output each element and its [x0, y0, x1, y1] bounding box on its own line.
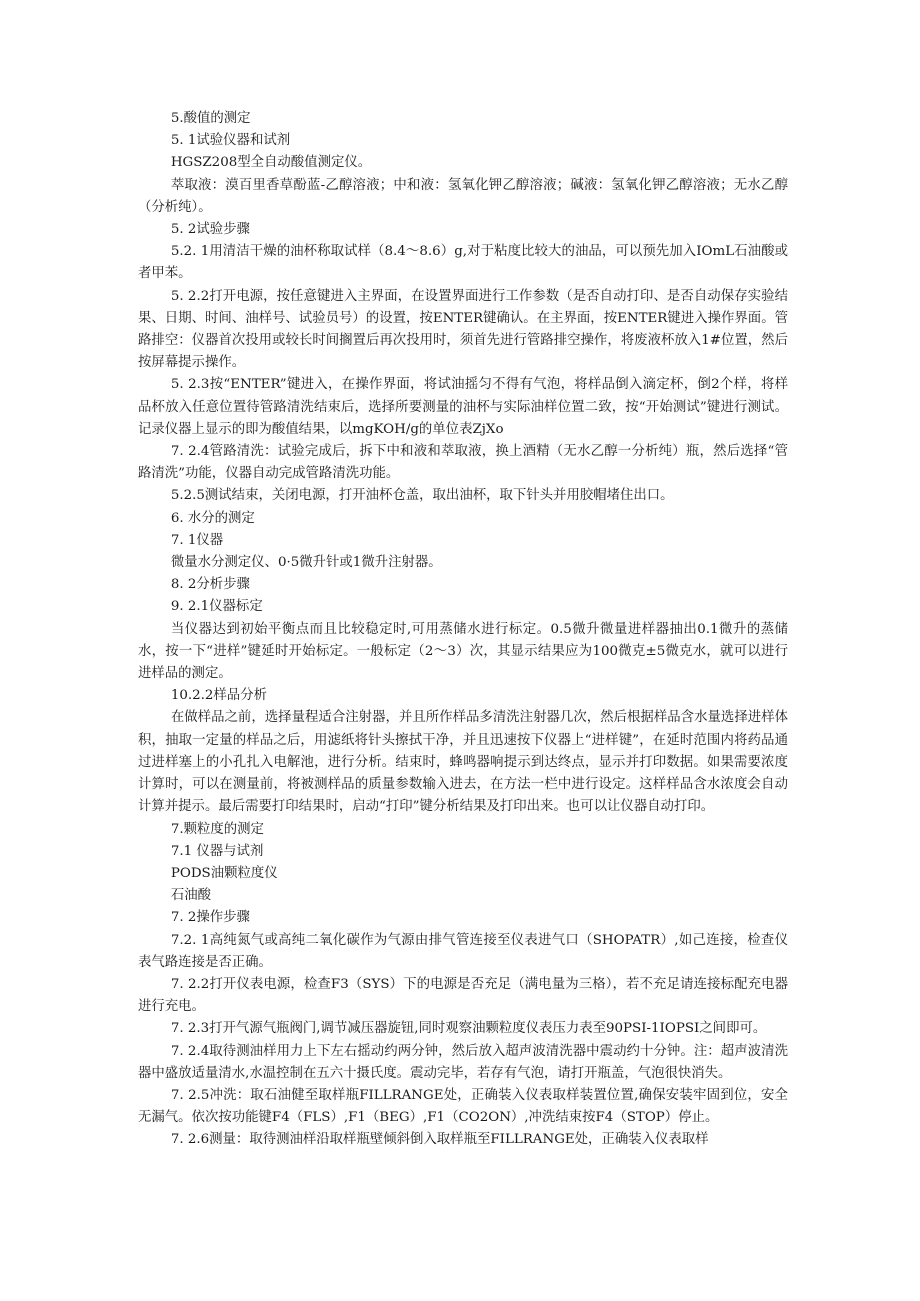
step-pipe-cleaning: 7. 2.4管路清洗：试验完成后，拆下中和液和萃取液，换上酒精（无水乙醇一分析纯）瓶，然后选择“管路清洗”功能，仪器自动完成管路清洗功能。: [138, 444, 788, 482]
step-open-valve: 7. 2.3打开气源气瓶阀门,调节减压器旋钮,同时观察油颗粒度仪表压力表至90PSI-1IOPSI之间即可。: [170, 1021, 767, 1037]
heading-acid-value: 5.酸值的测定: [170, 111, 251, 126]
subheading-instrument: 7. 1仪器: [170, 532, 224, 548]
step-check-power: 7. 2.2打开仪表电源，检查F3（SYS）下的电源是否充足（满电量为三格），若不充足请连接标配充电器进行充电。: [138, 976, 788, 1015]
subheading-calibration: 9. 2.1仪器标定: [170, 599, 263, 615]
step-weigh-sample: 5.2. 1用清洁干燥的油杯称取试样（8.4～8.6）g,对于粘度比较大的油品，可以预先加入IOmL石油酸或者甲苯。: [138, 244, 788, 282]
subheading-instruments-reagents: 5. 1试验仪器和试剂: [170, 133, 291, 149]
text-moisture-instrument: 微量水分测定仪、0·5微升针或1微升注射器。: [170, 555, 442, 571]
subheading-test-steps: 5. 2试验步骤: [170, 222, 250, 238]
step-flush: 7. 2.5冲洗：取石油健至取样瓶FILLRANGE处，正确装入仪表取样装置位置,确保安装牢固到位，安全无漏气。依次按功能键F4（FLS）,F1（BEG）,F1（CO2ON）,冲洗结束按F4（STOP）停止。: [138, 1087, 788, 1126]
text-calibration: 当仪器达到初始平衡点而且比较稳定时,可用蒸储水进行标定。0.5微升微量进样器抽出0.1微升的蒸储水，按一下“进样”键延时开始标定。一般标定（2～3）次，其显示结果应为100微克±5微克水，就可以进行进样品的测定。: [138, 621, 788, 682]
subheading-analysis-steps: 8. 2分析步骤: [170, 577, 250, 593]
heading-particle-size: 7.颗粒度的测定: [170, 821, 264, 837]
subheading-instrument-reagent: 7.1 仪器与试剂: [170, 843, 264, 859]
document-page: [138, 108, 788, 1152]
text-pods-instrument: PODS油颗粒度仪: [170, 865, 278, 881]
heading-moisture: 6. 水分的测定: [170, 510, 255, 526]
step-gas-source: 7.2. 1高纯氮气或高纯二氧化碳作为气源由排气管连接至仪表进气口（SHOPATR）,如己连接，检查仪表气路连接是否正确。: [138, 932, 788, 970]
text-petroleum-ether: 石油酸: [170, 888, 211, 904]
step-measure: 7. 2.6测量：取待测油样沿取样瓶壁倾斜倒入取样瓶至FILLRANGE处，正确装入仪表取样: [170, 1132, 709, 1148]
subheading-sample-analysis: 10.2.2样品分析: [170, 688, 267, 704]
step-power-on: 5. 2.2打开电源，按任意键进入主界面，在设置界面进行工作参数（是否自动打印、是否自动保存实验结果、日期、时间、油样号、试验员号）的设置，按ENTER键确认。在主界面，按ENTER键进入操作界面。管路排空：仪器首次投用或较长时间搁置后再次投用时，须首先进行管路排空操作，将废液杯放入1#位置，然后按屏幕提示操作。: [138, 288, 788, 371]
text-instrument-model: HGSZ208型全自动酸值测定仪。: [170, 155, 372, 171]
step-test-end: 5.2.5测试结束，关闭电源，打开油杯仓盖，取出油杯，取下针头并用胶帽堵住出口。: [170, 488, 674, 504]
step-start-test: 5. 2.3按“ENTER”键进入，在操作界面，将试油摇匀不得有气泡，将样品倒入滴定杯，倒2个样，将样品杯放入任意位置待管路清洗结束后，选择所要测量的油杯与实际油样位置二致，按“开始测试”键进行测试。记录仪器上显示的即为酸值结果，以mgKOH/g的单位表ZjXo: [138, 377, 788, 437]
step-shake-sample: 7. 2.4取待测油样用力上下左右摇动约两分钟，然后放入超声波清洗器中震动约十分钟。注：超声波清洗器中盛放适量清水,水温控制在五六十摄氏度。震动完毕，若存有气泡，请打开瓶盖，气泡很快消失。: [138, 1043, 788, 1081]
text-reagents: 萃取液：漠百里香草酚蓝-乙醇溶液；中和液：氢氧化钾乙醇溶液；碱液：氢氧化钾乙醇溶液；无水乙醇（分析纯）。: [138, 177, 788, 215]
subheading-operation-steps: 7. 2操作步骤: [170, 910, 250, 926]
text-sample-analysis: 在做样品之前，选择量程适合注射器，并且所作样品多清洗注射器几次，然后根据样品含水量选择进样体积，抽取一定量的样品之后，用滤纸将针头擦拭干净，并且迅速按下仪器上“进样键”，在延时范围内将药品通过进样塞上的小孔扎入电解池，进行分析。结束时，蜂鸣器响提示到达终点，显示并打印数据。如果需要浓度计算时，可以在测量前，将被测样品的质量参数输入进去，在方法一栏中进行设定。这样样品含水浓度会自动计算并提示。最后需要打印结果时，启动“打印”键分析结果及打印出来。也可以让仪器自动打印。: [138, 710, 788, 815]
